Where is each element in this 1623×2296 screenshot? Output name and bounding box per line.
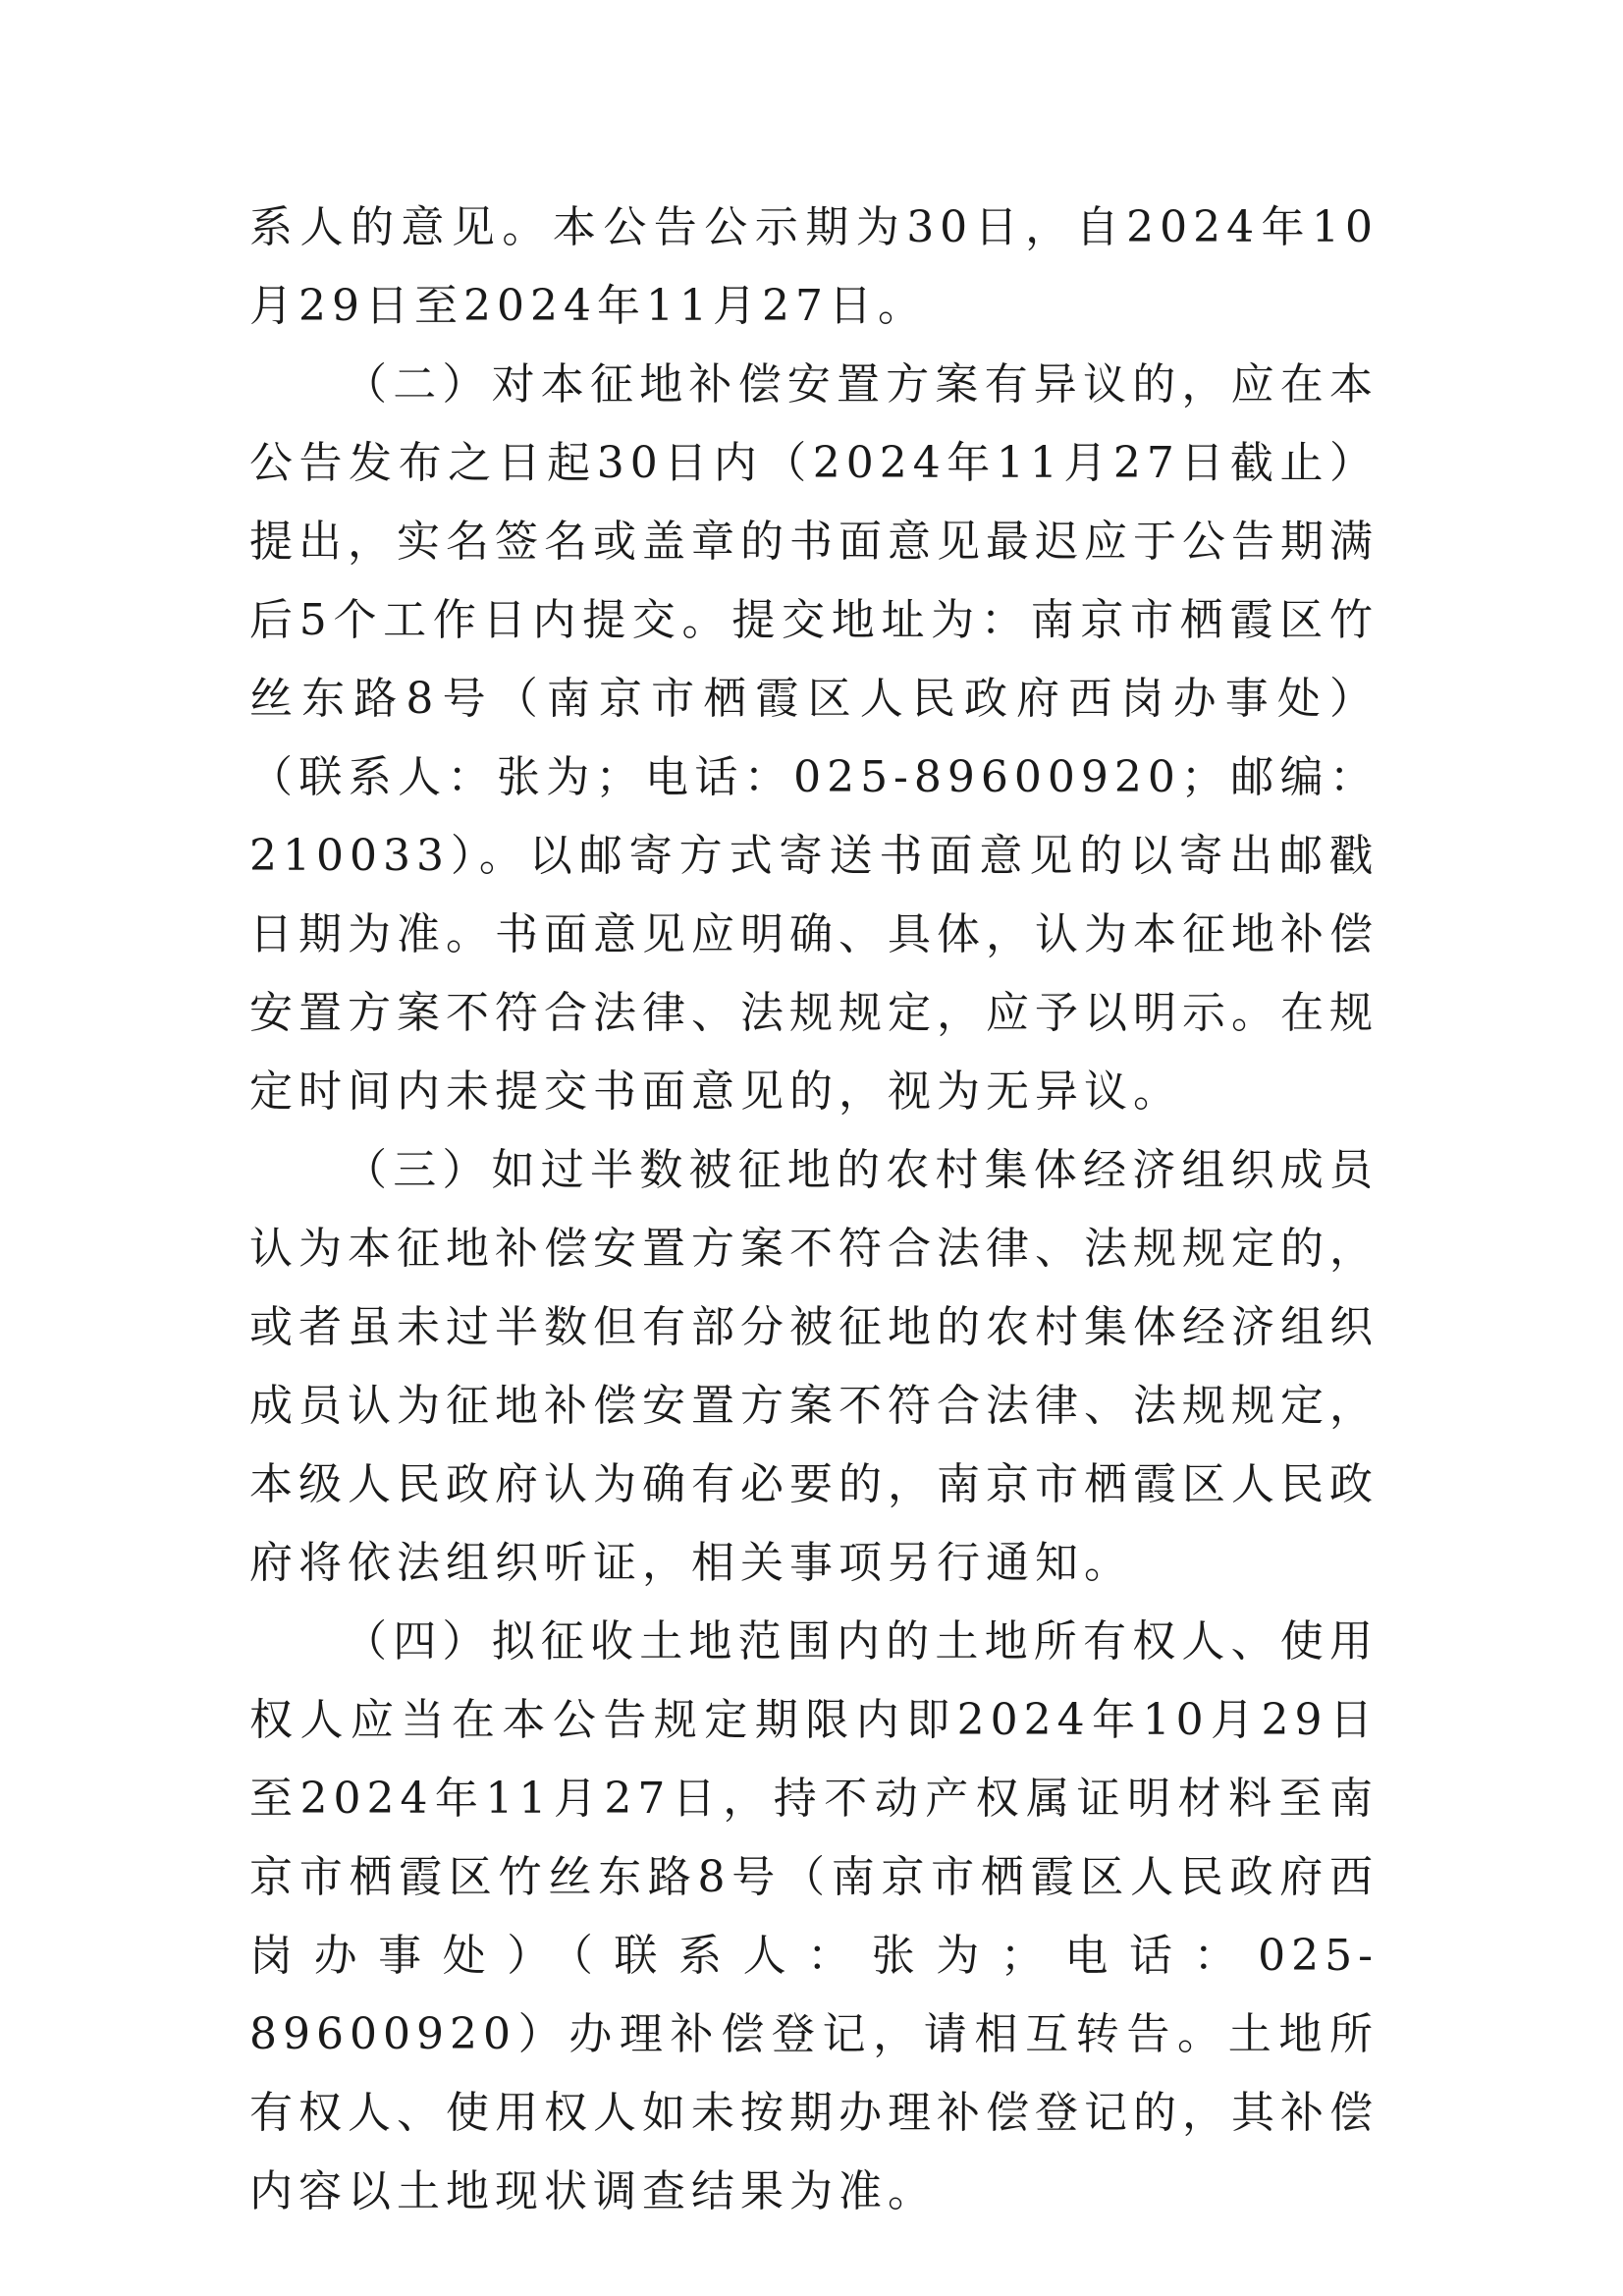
- paragraph-continuation: 系人的意见。本公告公示期为30日，自2024年10月29日至2024年11月27日。: [249, 202, 1379, 331]
- paragraph-item-3: （三）如过半数被征地的农村集体经济组织成员认为本征地补偿安置方案不符合法律、法规规定的，或者虽未过半数但有部分被征地的农村集体经济组织成员认为征地补偿安置方案不符合法律、法规规定，本级人民政府认为确有必要的，南京市栖霞区人民政府将依法组织听证，相关事项另行通知。: [249, 1145, 1379, 1588]
- paragraph-item-2: （二）对本征地补偿安置方案有异议的，应在本公告发布之日起30日内（2024年11月27日截止）提出，实名签名或盖章的书面意见最迟应于公告期满后5个工作日内提交。提交地址为：南京市栖霞区竹丝东路8号（南京市栖霞区人民政府西岗办事处）（联系人：张为；电话：025-89600920；邮编：210033）。以邮寄方式寄送书面意见的以寄出邮戳日期为准。书面意见应明确、具体，认为本征地补偿安置方案不符合法律、法规规定，应予以明示。在规定时间内未提交书面意见的，视为无异议。: [249, 359, 1379, 1117]
- document-body: [249, 189, 1379, 2231]
- paragraph-item-4: （四）拟征收土地范围内的土地所有权人、使用权人应当在本公告规定期限内即2024年10月29日至2024年11月27日，持不动产权属证明材料至南京市栖霞区竹丝东路8号（南京市栖霞区人民政府西岗办事处）（联系人：张为；电话：025-89600920）办理补偿登记，请相互转告。土地所有权人、使用权人如未按期办理补偿登记的，其补偿内容以土地现状调查结果为准。: [249, 1616, 1379, 2216]
